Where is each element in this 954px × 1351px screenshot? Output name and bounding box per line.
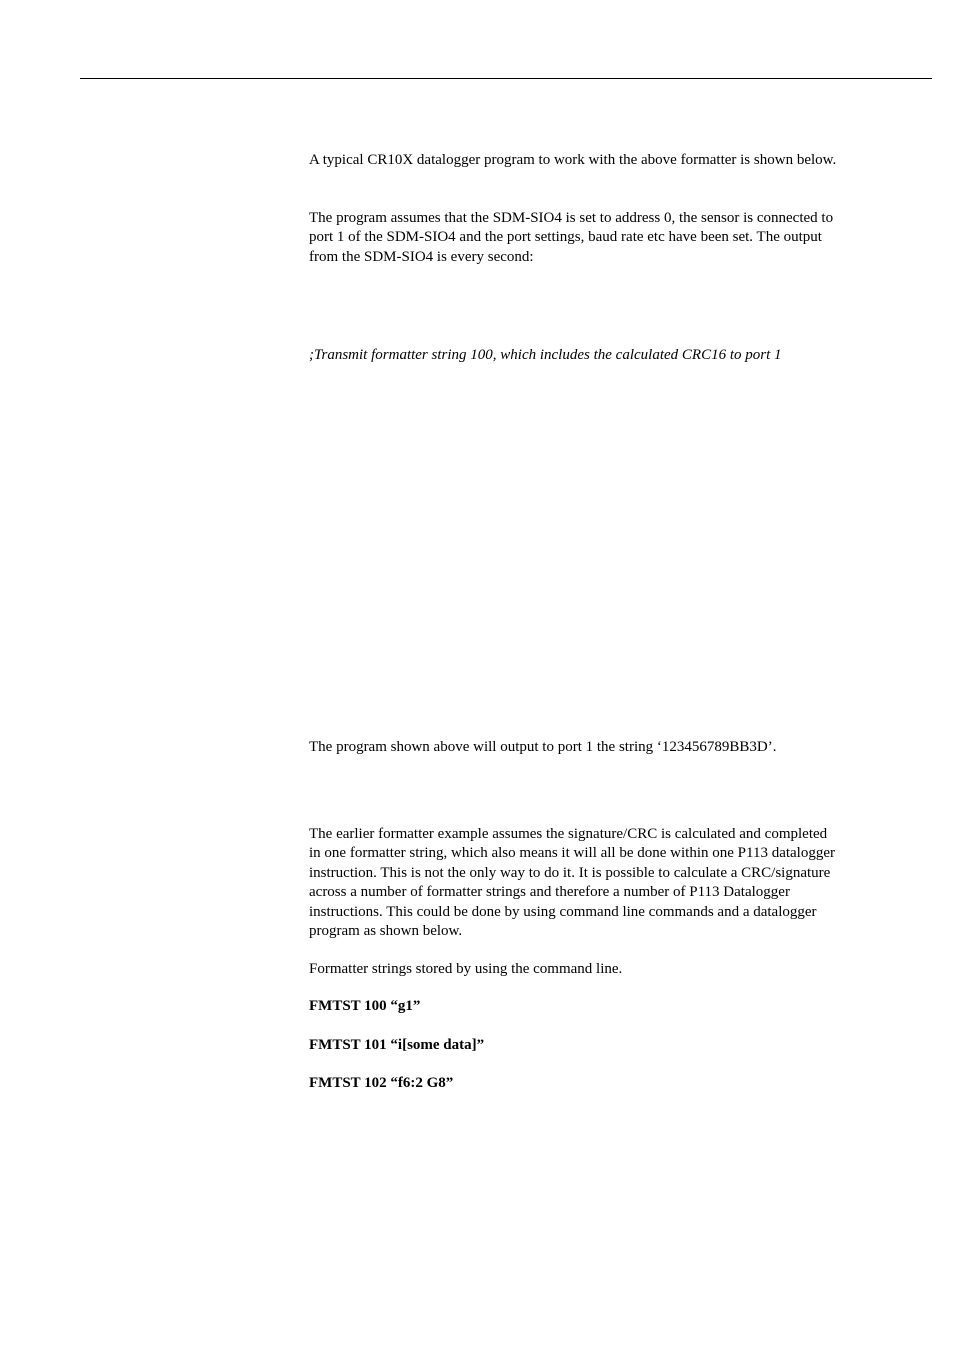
formatter-strings-intro: Formatter strings stored by using the command line. [309, 961, 623, 977]
assumptions-paragraph: The program assumes that the SDM-SIO4 is set to address 0, the sensor is connected to port 1 of the SDM-SIO4 and the port settings, baud rate etc have been set. The output from the SDM-SIO4 is every second: [309, 210, 834, 265]
command-line: FMTST 101 “i[some data]” [309, 1037, 485, 1053]
command-line: FMTST 102 “f6:2 G8” [309, 1075, 454, 1091]
program-comment: ;Transmit formatter string 100, which includes the calculated CRC16 to port 1 [309, 347, 782, 363]
header-rule [80, 78, 932, 79]
output-paragraph: The program shown above will output to port 1 the string ‘123456789BB3D’. [309, 739, 777, 755]
command-line: FMTST 100 “g1” [309, 998, 421, 1014]
intro-paragraph: A typical CR10X datalogger program to work with the above formatter is shown below. [309, 152, 837, 168]
multi-string-paragraph: The earlier formatter example assumes the signature/CRC is calculated and completed in one formatter string, which also means it will all be done within one P113 datalogger instruction. This is not the only way to do it. It is possible to calculate a CRC/signature across a number of formatter strings and therefore a number of P113 Datalogger instructions. This could be done by using command line commands and a datalogger program as shown below. [309, 826, 835, 940]
